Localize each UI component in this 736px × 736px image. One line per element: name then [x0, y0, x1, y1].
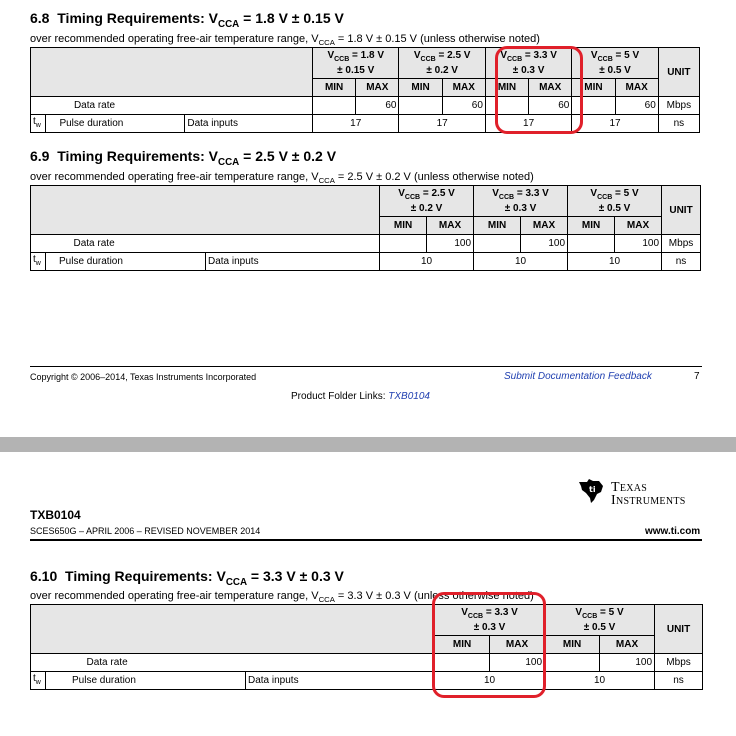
page-separator [0, 437, 736, 452]
min-header: MIN [568, 217, 615, 235]
unit-header: UNIT [658, 48, 699, 97]
col-group-header: $V_{CCB} = 2.5$ V ± 0.2 V [380, 186, 474, 217]
param-cell: Data rate [46, 235, 380, 253]
site-link[interactable]: www.ti.com [645, 526, 701, 537]
min-header: MIN [474, 217, 521, 235]
col-group-header: $V_{CCB} = 5$ V ± 0.5 V [572, 48, 658, 79]
max-header: MAX [356, 79, 399, 97]
value-cell [568, 235, 615, 253]
value-cell: 17 [399, 115, 485, 133]
param-cell: Pulse duration [46, 115, 185, 133]
doc-info: SCES650G – APRIL 2006 – REVISED NOVEMBER 2014 [30, 526, 261, 536]
value-cell: 10 [435, 672, 545, 690]
feedback-link[interactable]: Submit Documentation Feedback [504, 371, 652, 382]
value-cell: 17 [313, 115, 399, 133]
unit-cell: Mbps [655, 654, 703, 672]
unit-cell: ns [655, 672, 703, 690]
min-header: MIN [380, 217, 427, 235]
value-cell: 10 [474, 253, 568, 271]
table-6-8 [30, 47, 700, 133]
ti-logo-icon [577, 478, 605, 504]
min-header: MIN [313, 79, 356, 97]
value-cell: 17 [485, 115, 571, 133]
value-cell: 60 [529, 97, 572, 115]
value-cell [399, 97, 442, 115]
section-6-8-subtitle: over recommended operating free-air temperature range, $V_{CCA} = 1.8$ V ± 0.15 V (unless otherwise noted) [30, 33, 540, 48]
param-cell: Pulse duration [46, 672, 246, 690]
col-group-header: $V_{CCB} = 3.3$ V ± 0.3 V [474, 186, 568, 217]
table-corner [31, 186, 380, 235]
param-cell: Pulse duration [46, 253, 206, 271]
col-group-header: $V_{CCB} = 3.3$ V ± 0.3 V [485, 48, 571, 79]
value-cell [380, 235, 427, 253]
col-group-header: $V_{CCB} = 5$ V ± 0.5 V [545, 605, 655, 636]
table-row [31, 672, 703, 690]
min-header: MIN [572, 79, 615, 97]
product-folder-links: Product Folder Links: TXB0104 [291, 391, 430, 402]
table-6-10 [30, 604, 703, 690]
unit-cell: ns [658, 115, 699, 133]
value-cell [485, 97, 528, 115]
value-cell: 60 [442, 97, 485, 115]
section-6-10-title: 6.10 Timing Requirements: $V_{CCA} = 3.3$ V ± 0.3 V [30, 568, 344, 588]
max-header: MAX [600, 636, 655, 654]
max-header: MAX [615, 217, 662, 235]
value-cell [313, 97, 356, 115]
max-header: MAX [615, 79, 658, 97]
value-cell: 10 [545, 672, 655, 690]
table-6-9 [30, 185, 701, 271]
condition-cell: Data inputs [206, 253, 380, 271]
symbol-cell: $t_w$ [31, 253, 46, 271]
min-header: MIN [399, 79, 442, 97]
max-header: MAX [529, 79, 572, 97]
value-cell: 100 [521, 235, 568, 253]
symbol-cell [31, 654, 46, 672]
value-cell [474, 235, 521, 253]
unit-header: UNIT [655, 605, 703, 654]
condition-cell: Data inputs [246, 672, 435, 690]
col-group-header: $V_{CCB} = 2.5$ V ± 0.2 V [399, 48, 485, 79]
footer-rule [30, 366, 702, 367]
value-cell: 17 [572, 115, 658, 133]
symbol-cell [31, 235, 46, 253]
table-corner [31, 605, 435, 654]
table-corner [31, 48, 313, 97]
value-cell: 100 [600, 654, 655, 672]
part-number: TXB0104 [30, 508, 81, 522]
value-cell: 10 [568, 253, 662, 271]
unit-cell: Mbps [662, 235, 701, 253]
symbol-cell [31, 97, 46, 115]
table-row [31, 654, 703, 672]
param-cell: Data rate [46, 654, 435, 672]
section-6-9-subtitle: over recommended operating free-air temperature range, $V_{CCA} = 2.5$ V ± 0.2 V (unless otherwise noted) [30, 171, 534, 186]
value-cell: 100 [615, 235, 662, 253]
symbol-cell: $t_w$ [31, 115, 46, 133]
header-rule [30, 539, 702, 541]
min-header: MIN [545, 636, 600, 654]
max-header: MAX [490, 636, 545, 654]
value-cell: 10 [380, 253, 474, 271]
section-6-10-subtitle: over recommended operating free-air temperature range, $V_{CCA} = 3.3$ V ± 0.3 V (unless otherwise noted) [30, 590, 534, 605]
max-header: MAX [521, 217, 568, 235]
min-header: MIN [485, 79, 528, 97]
max-header: MAX [442, 79, 485, 97]
unit-header: UNIT [662, 186, 701, 235]
table-row [31, 253, 701, 271]
copyright: Copyright © 2006–2014, Texas Instruments Incorporated [30, 372, 257, 382]
col-group-header: $V_{CCB} = 3.3$ V ± 0.3 V [435, 605, 545, 636]
section-6-8-title: 6.8 Timing Requirements: $V_{CCA} = 1.8$ V ± 0.15 V [30, 10, 344, 30]
svg-text:ti: ti [589, 485, 596, 494]
product-link[interactable]: TXB0104 [388, 391, 430, 402]
ti-logo-text: Texas Instruments [611, 480, 686, 508]
condition-cell: Data inputs [185, 115, 313, 133]
page-number: 7 [694, 371, 700, 382]
col-group-header: $V_{CCB} = 1.8$ V ± 0.15 V [313, 48, 399, 79]
unit-cell: Mbps [658, 97, 699, 115]
section-6-9-title: 6.9 Timing Requirements: $V_{CCA} = 2.5$ V ± 0.2 V [30, 148, 337, 168]
symbol-cell: $t_w$ [31, 672, 46, 690]
value-cell: 100 [490, 654, 545, 672]
max-header: MAX [427, 217, 474, 235]
table-row [31, 235, 701, 253]
value-cell [545, 654, 600, 672]
table-row [31, 97, 700, 115]
param-cell: Data rate [46, 97, 313, 115]
table-row [31, 115, 700, 133]
value-cell: 60 [615, 97, 658, 115]
col-group-header: $V_{CCB} = 5$ V ± 0.5 V [568, 186, 662, 217]
value-cell: 100 [427, 235, 474, 253]
unit-cell: ns [662, 253, 701, 271]
value-cell [572, 97, 615, 115]
min-header: MIN [435, 636, 490, 654]
value-cell: 60 [356, 97, 399, 115]
value-cell [435, 654, 490, 672]
